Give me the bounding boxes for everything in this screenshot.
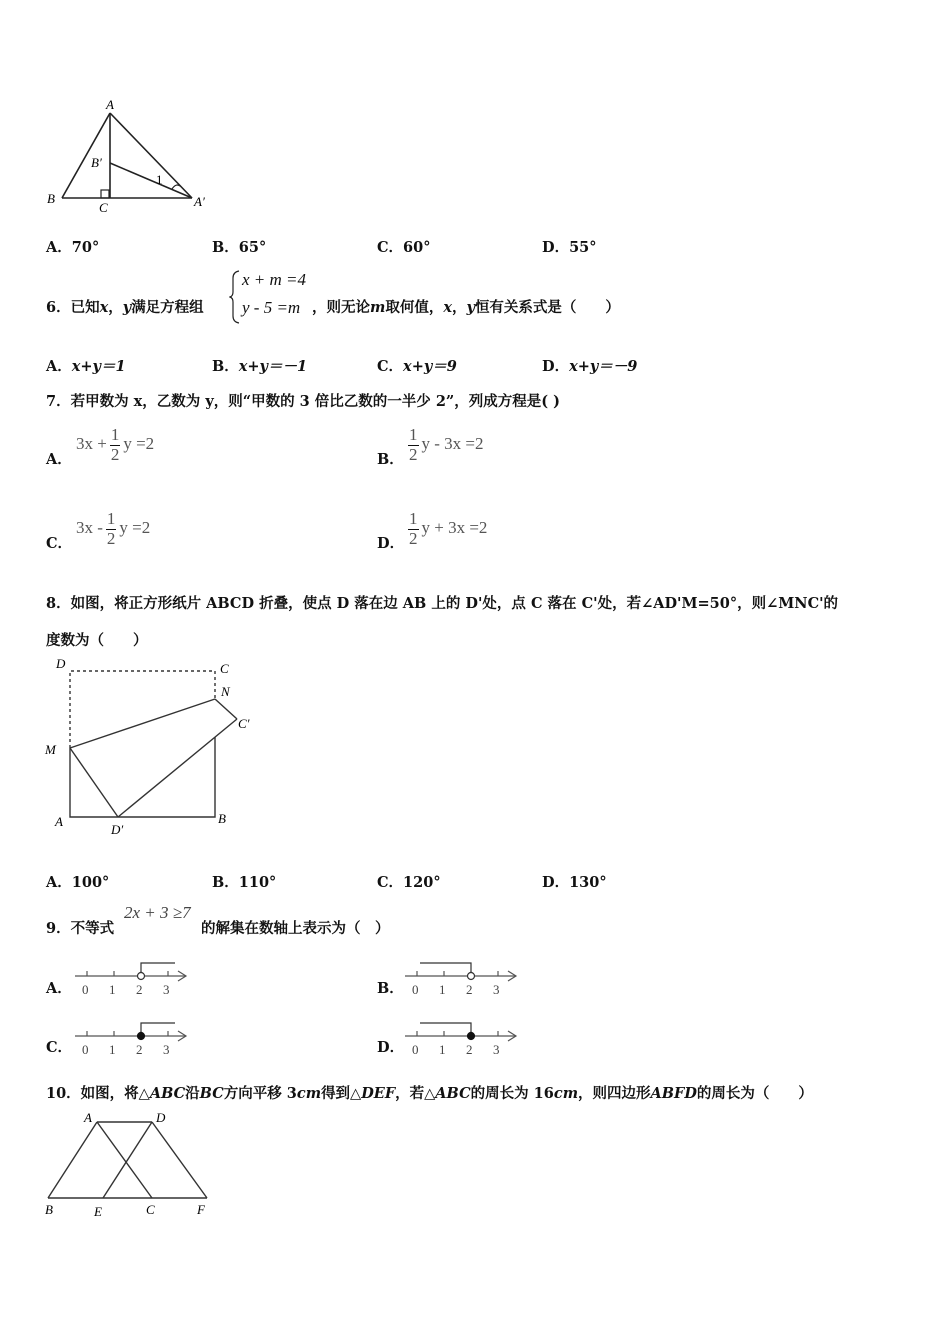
- q10-label-f: F: [197, 1202, 205, 1217]
- q8-label-dprime: D′: [111, 822, 124, 837]
- q10-label-e: E: [94, 1204, 102, 1219]
- q6-option-b: B．x+y＝－1: [212, 358, 308, 375]
- q9-d-tick-0: 0: [412, 1042, 419, 1057]
- q10-label-a: A: [84, 1110, 92, 1125]
- q6-option-a: A．x+y＝1: [46, 358, 126, 375]
- q6-option-c: C．x+y＝9: [377, 358, 457, 375]
- q9-option-b-letter: B．: [377, 980, 404, 997]
- q8-stem-line1: 8．如图，将正方形纸片 ABCD 折叠，使点 D 落在边 AB 上的 D'处，点 C 落在 C'处，若∠AD'M=50°，则∠MNC'的: [46, 595, 839, 612]
- q8-label-a: A: [55, 814, 63, 829]
- q9-stem-start: 9．不等式: [46, 920, 115, 937]
- q9-option-c-numberline: [70, 1018, 195, 1060]
- q9-option-d-letter: D．: [377, 1039, 405, 1056]
- q9-a-tick-3: 3: [163, 982, 170, 997]
- q5-label-angle-1: 1: [156, 172, 163, 187]
- q9-a-tick-0: 0: [82, 982, 89, 997]
- q9-d-tick-3: 3: [493, 1042, 500, 1057]
- q9-c-tick-2: 2: [136, 1042, 143, 1057]
- q6-equation-2: y - 5 =m: [242, 298, 301, 317]
- q9-c-tick-3: 3: [163, 1042, 170, 1057]
- q6-option-d: D．x+y＝－9: [542, 358, 638, 375]
- q8-label-m: M: [45, 742, 56, 757]
- q5-option-a: A．70°: [46, 239, 100, 256]
- q5-label-a: A: [106, 97, 114, 112]
- q9-b-tick-1: 1: [439, 982, 446, 997]
- q10-stem: 10．如图，将△ABC沿BC方向平移 3cm得到△DEF，若△ABC的周长为 16cm，则四边形ABFD的周长为（ ）: [46, 1085, 813, 1102]
- q8-option-d: D．130°: [542, 874, 607, 891]
- q8-label-c: C: [220, 661, 229, 676]
- q8-label-d: D: [56, 656, 66, 671]
- q9-stem-end: 的解集在数轴上表示为（ ）: [201, 920, 390, 937]
- q5-option-b: B．65°: [212, 239, 267, 256]
- q8-label-n: N: [221, 684, 230, 699]
- q9-a-tick-1: 1: [109, 982, 116, 997]
- q8-option-b: B．110°: [212, 874, 277, 891]
- q6-system-brace: [229, 270, 241, 324]
- q6-stem-end: ，则无论m取何值，x，y恒有关系式是（ ）: [312, 299, 620, 316]
- q9-b-tick-3: 3: [493, 982, 500, 997]
- q8-square-fold-figure: [40, 652, 270, 847]
- q7-option-a: A． 3x + $\frac{1}{2}$ y =2: [46, 425, 155, 468]
- q5-label-c: C: [99, 200, 108, 215]
- q5-option-d: D．55°: [542, 239, 597, 256]
- q9-option-c-letter: C．: [46, 1039, 73, 1056]
- q8-option-a: A．100°: [46, 874, 110, 891]
- q9-inequality: 2x + 3 ≥7: [124, 903, 191, 922]
- q9-a-tick-2: 2: [136, 982, 143, 997]
- q9-d-tick-2: 2: [466, 1042, 473, 1057]
- q9-d-tick-1: 1: [439, 1042, 446, 1057]
- q7-option-d: D． $\frac{1}{2}$ y + 3x =2: [377, 509, 488, 552]
- q6-stem-start: 6．已知x，y满足方程组: [46, 299, 204, 316]
- q8-stem-line2: 度数为（ ）: [46, 632, 148, 649]
- q9-c-tick-0: 0: [82, 1042, 89, 1057]
- q10-label-b: B: [45, 1202, 53, 1217]
- q8-label-b: B: [218, 811, 226, 826]
- q9-b-tick-0: 0: [412, 982, 419, 997]
- q5-label-aprime: A′: [194, 194, 205, 209]
- q5-label-bprime: B′: [91, 155, 102, 170]
- q9-option-a-numberline: [70, 958, 195, 1000]
- q7-option-c: C． 3x - $\frac{1}{2}$ y =2: [46, 509, 151, 552]
- q7-stem: 7．若甲数为 x，乙数为 y，则“甲数的 3 倍比乙数的一半少 2”，列成方程是( ): [46, 393, 561, 410]
- q8-option-c: C．120°: [377, 874, 441, 891]
- q10-label-d: D: [156, 1110, 166, 1125]
- q9-option-b-numberline: [400, 958, 525, 1000]
- q10-label-c: C: [146, 1202, 155, 1217]
- q9-option-a-letter: A．: [46, 980, 72, 997]
- q5-triangle-figure: [40, 95, 225, 220]
- q7-option-b: B． $\frac{1}{2}$ y - 3x =2: [377, 425, 484, 468]
- q9-c-tick-1: 1: [109, 1042, 116, 1057]
- q8-label-cprime: C′: [238, 716, 250, 731]
- q5-option-c: C．60°: [377, 239, 431, 256]
- q9-b-tick-2: 2: [466, 982, 473, 997]
- q6-equation-1: x + m =4: [242, 270, 307, 289]
- q10-translation-figure: [40, 1106, 220, 1221]
- q9-option-d-numberline: [400, 1018, 525, 1060]
- q5-label-b: B: [47, 191, 55, 206]
